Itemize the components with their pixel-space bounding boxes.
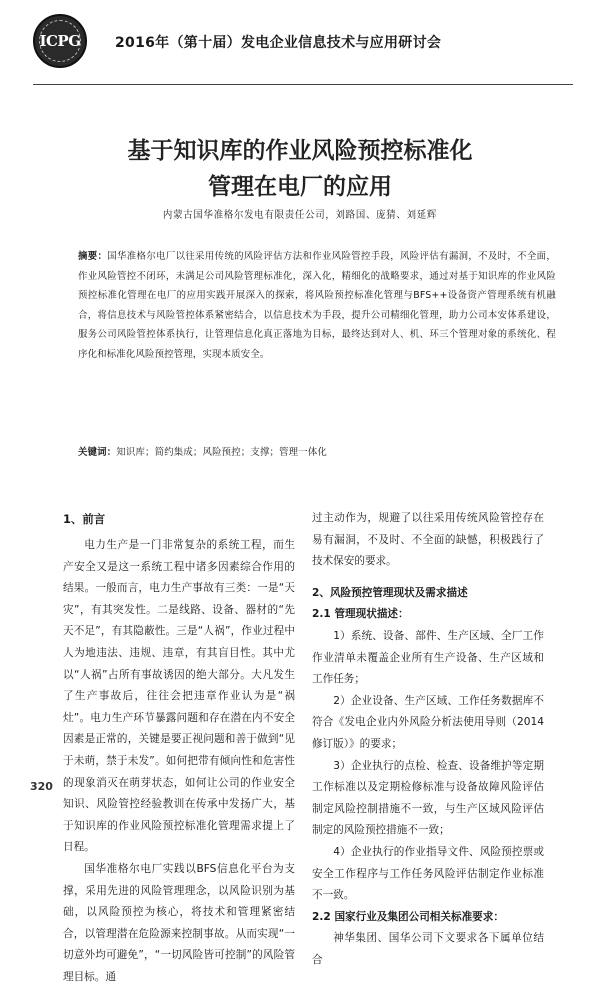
subsection-2-1-heading: 2.1 管理现状描述：	[312, 608, 409, 621]
subsection-2-2-heading: 2.2 国家行业及集团公司相关标准要求：	[312, 910, 504, 923]
header-divider	[33, 84, 573, 85]
section-1-heading: 1、前言	[63, 512, 106, 526]
section-2-2-paragraph: 神华集团、国华公司下文要求各下属单位结合	[312, 932, 544, 966]
abstract-text: 国华准格尔电厂以往采用传统的风险评估方法和作业风险管控手段，风险评估有漏洞，不及时，不全面，作业风险管控不闭环，未满足公司风险管理标准化，深入化，精细化的战略要求，通过对基于知识库的作业风险预控标准化管理在电厂的应用实践开展深入的探索，将风险预控标准化管理与BFS++设备资产管理系统有机融合，将信息技术与风险管控体系紧密结合，以信息技术为手段，提升公司精细化管理，助力公司本安体系建设，服务公司风险管控体系执行，让管理信息化真正落地为目标，最终达到对人、机、环三个管理对象的系统化、程序化和标准化风险预控管理，实现本质安全。	[78, 251, 556, 360]
list-item: 1）系统、设备、部件、生产区域、全厂工作作业清单未覆盖企业所有生产设备、生产区域和工作任务；	[312, 629, 544, 686]
abstract-label: 摘要：	[78, 251, 108, 262]
continued-paragraph: 过主动作为，规避了以往采用传统风险管控存在易有漏洞，不及时、不全面的缺憾，积极践行了技术保安的要求。	[312, 512, 544, 568]
keywords	[78, 444, 556, 462]
paper-authors: 内蒙古国华准格尔发电有限责任公司，刘路国、庞猜、刘延辉	[162, 210, 438, 221]
keywords-text: 知识库；简约集成；风险预控；支撑；管理一体化	[116, 447, 327, 458]
section-1-paragraph-1: 电力生产是一门非常复杂的系统工程，而生产安全又是这一系统工程中诸多因素综合作用的结果。一般而言，电力生产事故有三类：一是“天灾”，有其突发性。二是线路、设备、器材的“先天不足”，有其隐蔽性。三是“人祸”，作业过程中人为地违法、违规、违章，有其盲目性。其中尤以“人祸”占所有事故诱因的绝大部分。大凡发生了生产事故后，往往会把违章作业认为是“祸灶”。电力生产环节暴露问题和存在潜在内不安全因素是正常的，关键是要正视问题和善于做到“见于未萌，禁于未发”。如何把带有倾向性和危害性的现象消灭在萌芽状态，如何让公司的作业安全知识、风险管控经验教训在传承中发扬广大，基于知识库的作业风险预控标准化管理需求提上了日程。	[63, 539, 295, 854]
list-item: 4）企业执行的作业指导文件、风险预控票或安全工作程序与工作任务风险评估制定作业标准不一致。	[312, 845, 544, 902]
paper-title-line-2: 管理在电厂的应用	[208, 174, 392, 200]
abstract	[78, 247, 556, 365]
paper-title	[0, 133, 600, 205]
list-item: 3）企业执行的点检、检查、设备维护等定期工作标准以及定期检修标准与设备故障风险评估制定风险控制措施不一致，与生产区域风险评估制定的风险预控措施不一致；	[312, 759, 544, 837]
page-number: 320	[30, 780, 53, 793]
section-2-heading: 2、风险预控管理现状及需求描述	[312, 586, 468, 599]
logo-ring	[39, 20, 81, 62]
logo-text: ICPG	[39, 32, 81, 50]
right-column	[312, 508, 544, 971]
conference-header	[33, 14, 573, 74]
paper-title-line-1: 基于知识库的作业风险预控标准化	[127, 138, 473, 164]
section-1-paragraph-2: 国华准格尔电厂实践以BFS信息化平台为支撑，采用先进的风险管理理念，以风险识别为基础，以风险预控为核心，将技术和管理紧密结合，以管理潜在危险源来控制事故。从而实现“一切意外均可避免”，“一切风险皆可控制”的风险管理目标。通	[63, 862, 295, 983]
conference-logo	[33, 14, 87, 68]
keywords-label: 关键词：	[78, 447, 117, 458]
conference-title: 2016年（第十届）发电企业信息技术与应用研讨会	[115, 35, 442, 51]
left-column	[63, 508, 295, 988]
list-item: 2）企业设备、生产区域、工作任务数据库不符合《发电企业内外风险分析法使用导则（2014修订版）》的要求；	[312, 694, 544, 750]
